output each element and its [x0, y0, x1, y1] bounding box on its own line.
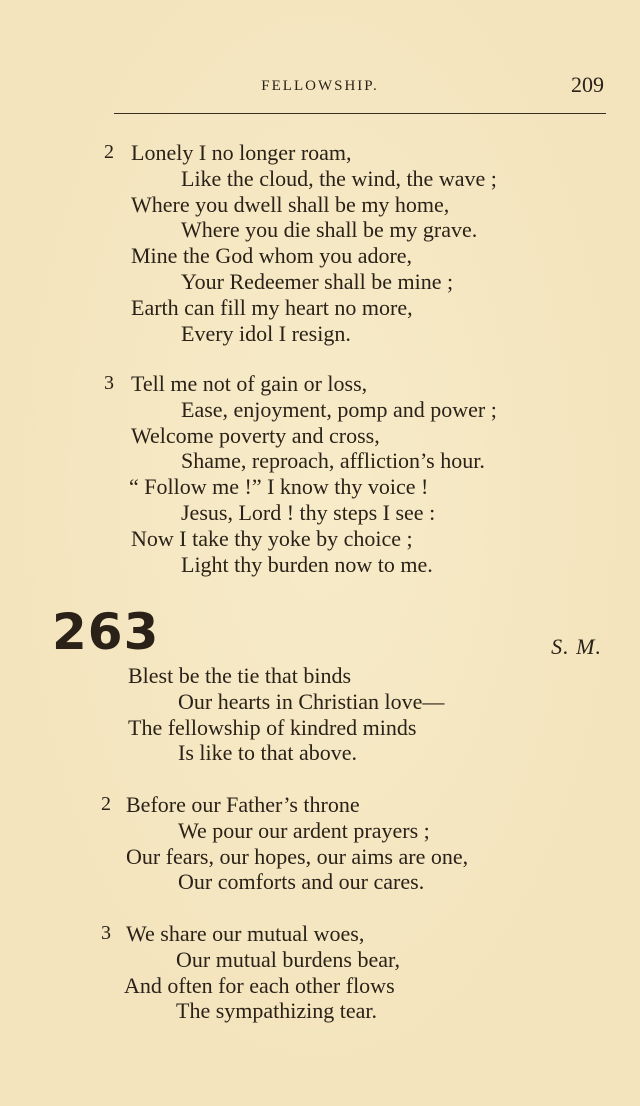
verse-text: Tell me not of gain or loss,	[131, 371, 368, 396]
verse-line	[0, 217, 640, 243]
verse-line	[0, 269, 640, 295]
verse-line	[0, 552, 640, 578]
verse-text: Welcome poverty and cross,	[131, 422, 380, 448]
verse-text: Mine the God whom you adore,	[131, 243, 413, 269]
verse-line	[0, 500, 640, 526]
verse-line	[0, 921, 640, 947]
hymn-number: 263	[52, 603, 160, 661]
verse-line	[0, 947, 640, 973]
verse-text: Blest be the tie that binds	[128, 663, 352, 688]
verse-text: Our mutual burdens bear,	[176, 946, 400, 972]
verse-text: The sympathizing tear.	[176, 998, 377, 1024]
verse-line	[0, 715, 640, 741]
running-header: FELLOWSHIP.	[261, 78, 379, 94]
verse-text: Your Redeemer shall be mine ;	[181, 268, 454, 294]
verse-line	[0, 166, 640, 192]
prev-hymn-stanza-3	[0, 371, 640, 577]
verse-line	[0, 295, 640, 321]
stanza-number: 3	[104, 372, 114, 394]
verse-text: Lonely I no longer roam,	[131, 140, 352, 165]
verse-text: The fellowship of kindred minds	[128, 714, 417, 740]
verse-line	[0, 740, 640, 766]
hymn-stanza-2	[0, 792, 640, 895]
verse-text: Is like to that above.	[178, 740, 358, 766]
verse-text: Like the cloud, the wind, the wave ;	[181, 165, 497, 191]
verse-line	[0, 792, 640, 818]
verse-line	[0, 663, 640, 689]
verse-text: We pour our ardent prayers ;	[178, 817, 430, 843]
verse-line	[0, 526, 640, 552]
verse-text: Shame, reproach, affliction’s hour.	[181, 448, 485, 474]
verse-line	[0, 689, 640, 715]
verse-line	[0, 973, 640, 999]
verse-line	[0, 869, 640, 895]
page-number: 209	[571, 72, 604, 97]
verse-line	[0, 423, 640, 449]
verse-text: “ Follow me !” I know thy voice !	[129, 474, 429, 500]
verse-text: Light thy burden now to me.	[181, 551, 433, 577]
verse-text: Our comforts and our cares.	[178, 869, 425, 895]
hymn-meter: S. M.	[551, 634, 602, 659]
verse-text: Jesus, Lord ! thy steps I see :	[181, 499, 436, 525]
verse-line	[0, 371, 640, 397]
verse-line	[0, 397, 640, 423]
hymn-stanza-3	[0, 921, 640, 1024]
stanza-number: 3	[101, 922, 111, 944]
verse-text: We share our mutual woes,	[126, 921, 365, 946]
verse-line	[0, 448, 640, 474]
stanza-number: 2	[104, 141, 114, 163]
verse-line	[0, 140, 640, 166]
verse-text: Our fears, our hopes, our aims are one,	[126, 843, 469, 869]
verse-line	[0, 243, 640, 269]
stanza-number: 2	[101, 793, 111, 815]
hymn-stanza-1	[0, 663, 640, 766]
verse-text: Earth can fill my heart no more,	[131, 294, 413, 320]
verse-line	[0, 844, 640, 870]
verse-line	[0, 998, 640, 1024]
verse-line	[0, 474, 640, 500]
verse-text: Before our Father’s throne	[126, 792, 360, 817]
verse-text: Ease, enjoyment, pomp and power ;	[181, 396, 497, 422]
verse-text: Where you die shall be my grave.	[181, 217, 478, 243]
verse-text: Where you dwell shall be my home,	[131, 191, 450, 217]
verse-text: Now I take thy yoke by choice ;	[131, 525, 413, 551]
verse-text: Every idol I resign.	[181, 320, 351, 346]
verse-line	[0, 192, 640, 218]
header-rule	[114, 113, 606, 114]
verse-line	[0, 818, 640, 844]
verse-line	[0, 321, 640, 347]
prev-hymn-stanza-2	[0, 140, 640, 346]
verse-text: And often for each other flows	[124, 972, 395, 998]
verse-text: Our hearts in Christian love—	[178, 688, 445, 714]
